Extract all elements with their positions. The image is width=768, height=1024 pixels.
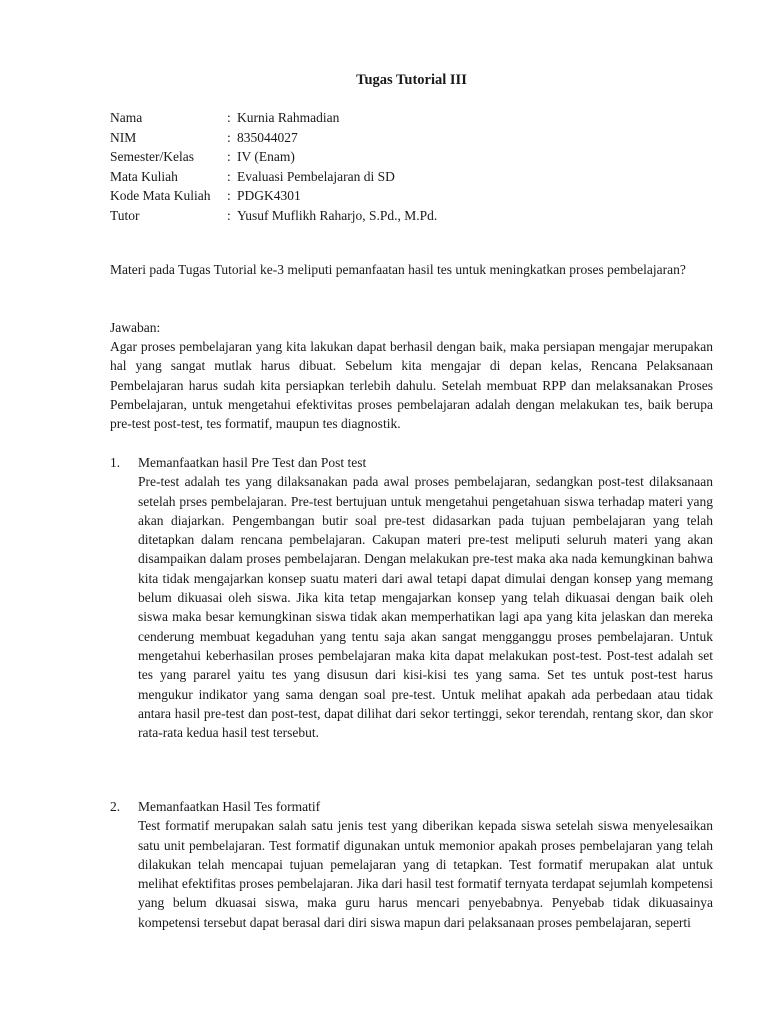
info-value: Kurnia Rahmadian <box>237 110 340 125</box>
info-row-nim <box>110 128 713 148</box>
info-colon: : <box>227 168 231 184</box>
info-colon: : <box>227 129 231 145</box>
document-title: Tugas Tutorial III <box>356 72 467 88</box>
info-colon: : <box>227 149 231 164</box>
info-value: IV (Enam) <box>237 149 295 164</box>
list-item-body: Pre-test adalah tes yang dilaksanakan pada awal proses pembelajaran, sedangkan post-test dilaksanaan setelah prses pembelajaran. Pre-test bertujuan untuk mengetahui pengetahuan siswa terhadap materi yang akan diajarkan. Pengembangan butir soal pre-test didasarkan pada tujuan pembelajaran yang telah ditetapkan dalam rencana pembelajaran. Cakupan materi pre-test meliputi seluruh materi yang akan disampaikan dalam proses pembelajaran. Dengan melakukan pre-test maka aka nada kemungkinan bahwa kita tidak mengajarkan konsep suatu materi dari awal tetapi dapat dimulai dengan konsep yang memang belum dikuasai oleh siswa. Jika kita tetap mengajarkan konsep yang telah dikuasai dengan baik oleh siswa maka besar kemungkinan siswa tidak akan memperhatikan lagi apa yang kita jelaskan dan mereka cenderung membuat kegaduhan yang tentu saja akan sangat mengganggu proses pembelajaran. Untuk mengetahui keberhasilan proses pembelajaran maka kita dapat melakukan post-test. Post-test adalah set tes yang pararel yaitu tes yang disusun dari kisi-kisi tes yang sama. Set tes untuk post-test harus mengukur indikator yang sama dengan soal pre-test. Untuk melihat apakah ada perbedaan atau tidak antara hasil pre-test dan post-test, dapat dilihat dari sekor tertinggi, sekor terendah, rentang skor, dan skor rata-rata kedua hasil test tersebut. <box>138 474 713 741</box>
info-value: 835044027 <box>237 129 298 145</box>
info-value: Yusuf Muflikh Raharjo, S.Pd., M.Pd. <box>237 207 438 223</box>
answer-intro-paragraph: Agar proses pembelajaran yang kita lakukan dapat berhasil dengan baik, maka persiapan mengajar merupakan hal yang sangat mutlak harus dibuat. Sebelum kita mengajar di depan kelas, Rencana Pelaksanaan Pembelajaran harus sudah kita persiapkan terlebih dahulu. Setelah membuat RPP dan melaksanakan Proses Pembelajaran, untuk mengetahui efektivitas proses pembelajaran adalah dengan melakukan tes, baik berupa pre-test post-test, tes formatif, maupun tes diagnostik. <box>110 339 713 432</box>
info-colon: : <box>227 188 231 203</box>
question-paragraph: Materi pada Tugas Tutorial ke-3 meliputi pemanfaatan hasil tes untuk meningkatkan proses pembelajaran? <box>110 262 686 277</box>
list-item-number: 2. <box>110 799 121 814</box>
answer-heading: Jawaban: <box>110 320 161 335</box>
list-item-body: Test formatif merupakan salah satu jenis test yang diberikan kepada siswa setelah siswa menyelesaikan satu unit pembelajaran. Test formatif digunakan untuk memonior apakah proses pembelajaran yang telah dilakukan telah mencapai tujuan pemelajaran yang di tetapkan. Test formatif merupakan alat untuk melihat efektifitas proses pembelajaran. Jika dari hasil test formatif ternyata terdapat sejumlah kompetensi yang belum dkuasai siswa, maka guru harus mencari penyebabnya. Penyebab tidak dikuasainya kompetensi tersebut dapat berasal dari diri siswa mapun dari pelaksanaan proses pembelajaran, seperti <box>138 818 713 930</box>
info-label: Semester/Kelas <box>110 149 194 164</box>
list-item <box>110 453 713 742</box>
list-item <box>110 797 713 932</box>
info-label: Kode Mata Kuliah <box>110 188 211 203</box>
info-row-nama <box>110 108 713 128</box>
info-label: Nama <box>110 110 143 125</box>
info-label: NIM <box>110 129 137 145</box>
info-value: PDGK4301 <box>237 188 301 203</box>
info-row-semester <box>110 147 713 167</box>
info-value: Evaluasi Pembelajaran di SD <box>237 168 395 184</box>
info-row-kode <box>110 186 713 206</box>
info-colon: : <box>227 110 231 125</box>
list-item-number: 1. <box>110 455 121 470</box>
info-colon: : <box>227 207 231 223</box>
info-label: Mata Kuliah <box>110 168 178 184</box>
list-item-heading <box>110 797 713 816</box>
info-label: Tutor <box>110 207 140 223</box>
info-row-tutor <box>110 206 713 226</box>
list-item-title: Memanfaatkan hasil Pre Test dan Post test <box>138 455 367 470</box>
list-item-heading <box>110 453 713 472</box>
student-info-block <box>110 108 713 225</box>
list-item-title: Memanfaatkan Hasil Tes formatif <box>138 799 321 814</box>
info-row-mata-kuliah <box>110 167 713 187</box>
